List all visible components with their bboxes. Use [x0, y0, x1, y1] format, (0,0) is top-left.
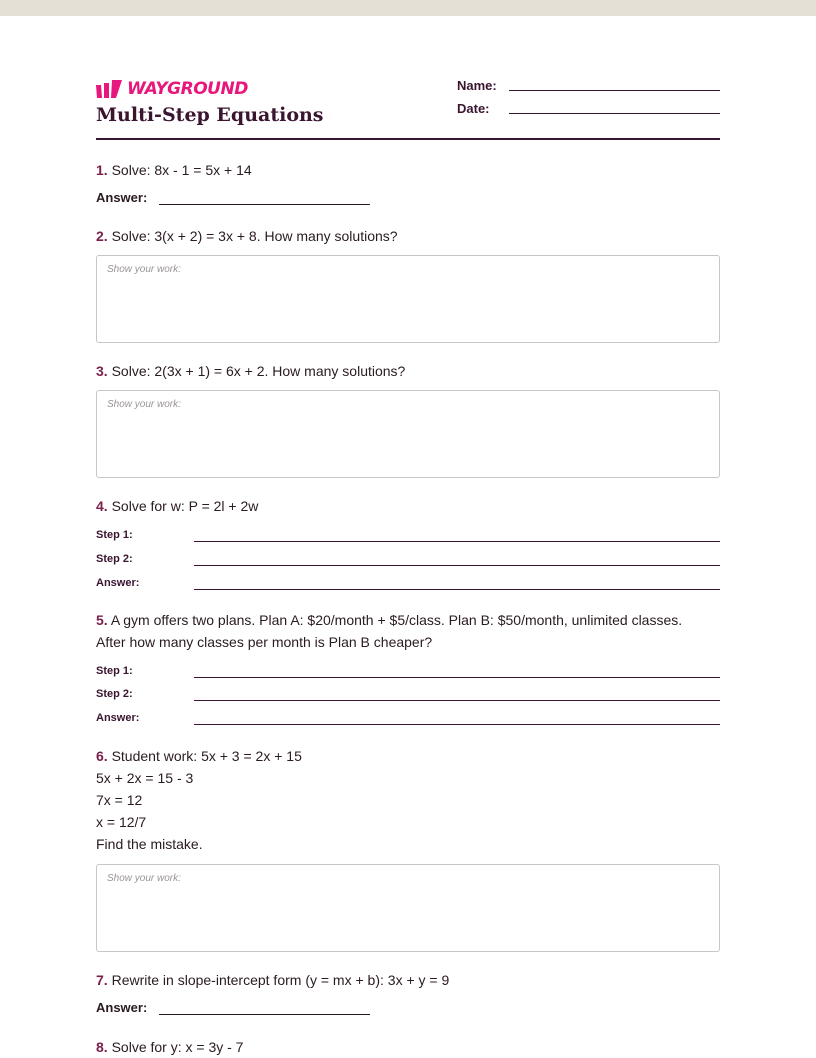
question-number: 4. — [96, 498, 108, 514]
question-4 — [96, 495, 720, 517]
answer-label: Answer: — [96, 190, 148, 205]
work-box-6[interactable] — [96, 864, 720, 952]
name-line[interactable] — [509, 90, 720, 91]
question-number: 7. — [96, 972, 108, 988]
question-number: 1. — [96, 162, 108, 178]
question-1 — [96, 159, 720, 181]
brand-name: WAYGROUND — [127, 79, 248, 99]
answer-row[interactable] — [96, 577, 720, 593]
step-line[interactable] — [194, 541, 720, 542]
step-label: Answer: — [96, 712, 140, 724]
answer-line[interactable] — [159, 204, 370, 205]
step-label: Step 1: — [96, 665, 133, 677]
question-text: Solve for w: P = 2l + 2w — [111, 498, 259, 514]
step-row[interactable] — [96, 553, 720, 569]
student-work-line: x = 12/7 — [96, 814, 147, 830]
answer-label: Answer: — [96, 1000, 148, 1015]
step-row[interactable] — [96, 529, 720, 545]
answer-row[interactable] — [96, 712, 720, 728]
question-number: 6. — [96, 748, 108, 764]
answer-line[interactable] — [159, 1014, 370, 1015]
question-number: 3. — [96, 363, 108, 379]
header-divider — [96, 138, 720, 140]
work-box-2[interactable] — [96, 255, 720, 343]
wayground-logo-icon — [96, 80, 122, 98]
step-row[interactable] — [96, 665, 720, 681]
question-text: Solve: 2(3x + 1) = 6x + 2. How many solutions? — [111, 363, 406, 379]
question-text: A gym offers two plans. Plan A: $20/month + $5/class. Plan B: $50/month, unlimited classes. — [110, 612, 683, 628]
question-8 — [96, 1036, 720, 1058]
top-bar — [0, 0, 816, 16]
step-label: Step 1: — [96, 529, 133, 541]
date-field[interactable] — [457, 101, 720, 119]
step-line[interactable] — [194, 565, 720, 566]
step-line[interactable] — [194, 677, 720, 678]
page-title: Multi-Step Equations — [96, 104, 324, 126]
name-field[interactable] — [457, 78, 720, 96]
brand-logo — [96, 79, 248, 99]
work-placeholder: Show your work: — [107, 873, 181, 884]
name-label: Name: — [457, 78, 497, 93]
step-line[interactable] — [194, 589, 720, 590]
question-3 — [96, 360, 720, 382]
date-line[interactable] — [509, 113, 720, 114]
work-placeholder: Show your work: — [107, 399, 181, 410]
question-text: Student work: 5x + 3 = 2x + 15 — [111, 748, 302, 764]
question-text-line-2: After how many classes per month is Plan B cheaper? — [96, 634, 433, 650]
work-placeholder: Show your work: — [107, 264, 181, 275]
student-work-line: 5x + 2x = 15 - 3 — [96, 770, 194, 786]
question-7 — [96, 969, 720, 991]
question-6 — [96, 745, 720, 855]
step-label: Step 2: — [96, 688, 133, 700]
question-text: Rewrite in slope-intercept form (y = mx + b): 3x + y = 9 — [111, 972, 450, 988]
question-prompt: Find the mistake. — [96, 836, 203, 852]
student-work-line: 7x = 12 — [96, 792, 143, 808]
step-row[interactable] — [96, 688, 720, 704]
step-label: Step 2: — [96, 553, 133, 565]
question-5 — [96, 609, 720, 653]
step-line[interactable] — [194, 700, 720, 701]
question-text: Solve for y: x = 3y - 7 — [111, 1039, 244, 1055]
question-number: 8. — [96, 1039, 108, 1055]
date-label: Date: — [457, 101, 490, 116]
question-text: Solve: 3(x + 2) = 3x + 8. How many solutions? — [111, 228, 398, 244]
work-box-3[interactable] — [96, 390, 720, 478]
step-label: Answer: — [96, 577, 140, 589]
question-number: 2. — [96, 228, 108, 244]
step-line[interactable] — [194, 724, 720, 725]
question-2 — [96, 225, 720, 247]
question-number: 5. — [96, 612, 108, 628]
question-text: Solve: 8x - 1 = 5x + 14 — [111, 162, 252, 178]
